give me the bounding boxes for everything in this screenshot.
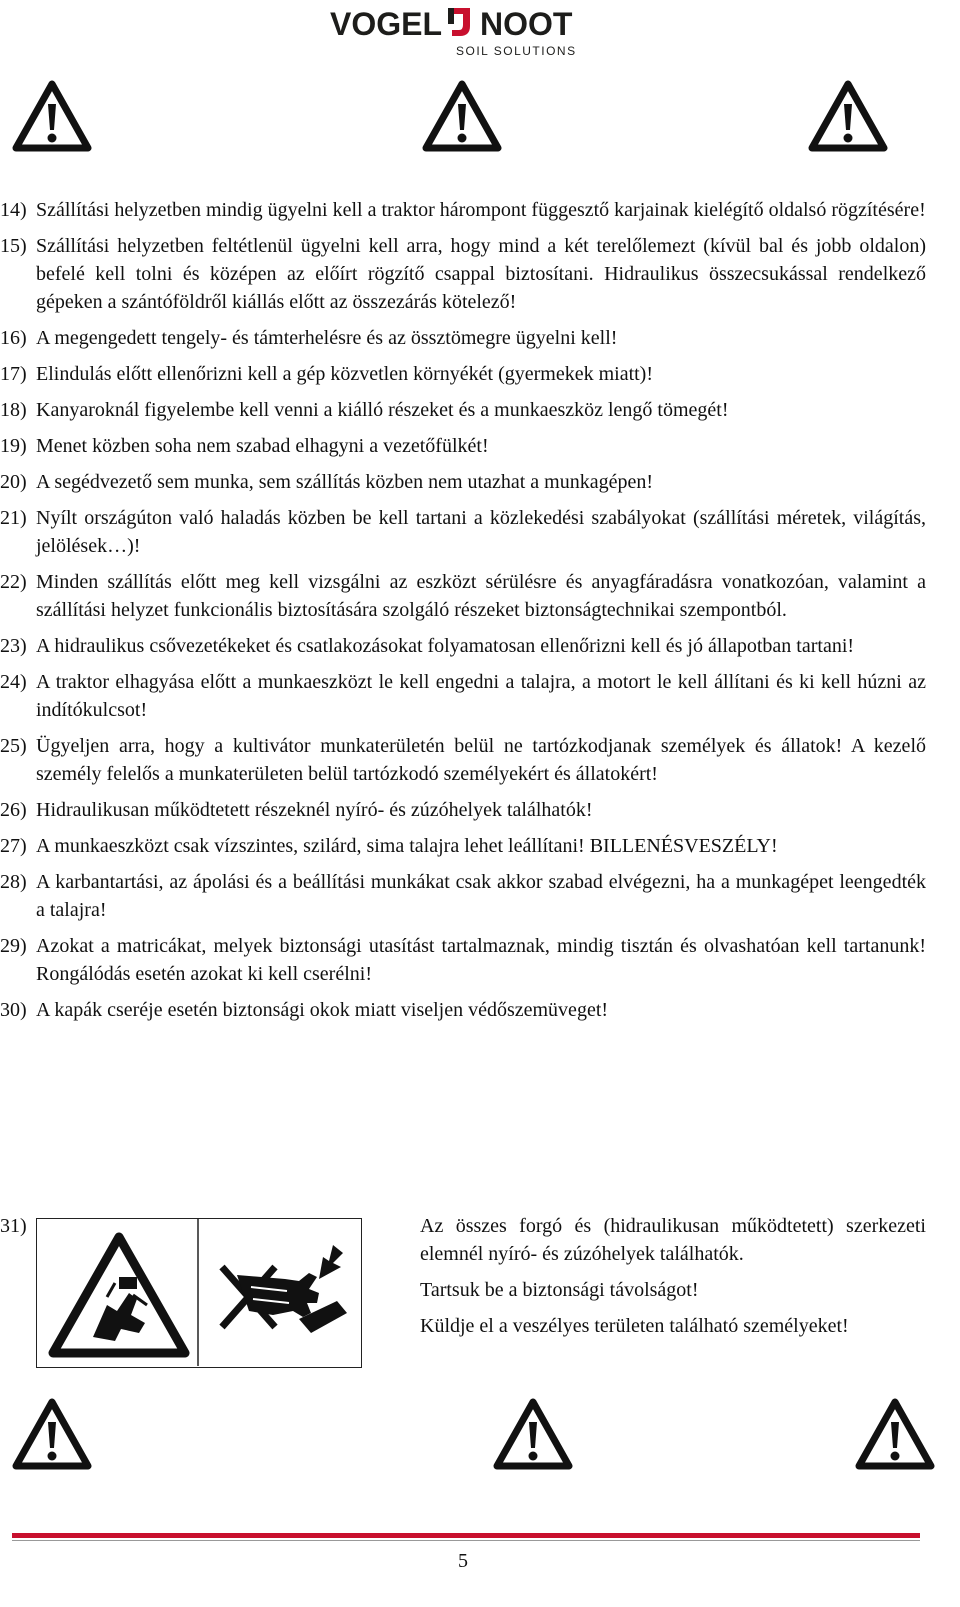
list-item — [0, 932, 926, 988]
list-item — [0, 324, 926, 352]
item-text: A megengedett tengely- és támterhelésre és az össztömegre ügyelni kell! — [36, 327, 618, 349]
item-number: 28) — [0, 871, 27, 893]
item-text: Szállítási helyzetben mindig ügyelni kell a traktor hárompont függesztő karjainak kielégítő oldalsó rögzítésére! — [36, 199, 926, 221]
item-number: 21) — [0, 507, 27, 529]
item-number: 31) — [0, 1215, 27, 1237]
item-number: 16) — [0, 327, 27, 349]
item-text: Elindulás előtt ellenőrizni kell a gép közvetlen környékét (gyermekek miatt)! — [36, 363, 654, 385]
list-item — [0, 868, 926, 924]
item-number: 23) — [0, 635, 27, 657]
list-item — [0, 632, 926, 660]
item-text: A hidraulikus csővezetékeket és csatlakozásokat folyamatosan ellenőrizni kell és jó állapotban tartani! — [36, 635, 855, 657]
list-item — [0, 796, 926, 824]
warning-triangle-icon — [493, 1398, 573, 1470]
safety-instructions-list — [0, 196, 926, 1032]
logo-mark-icon — [446, 6, 476, 38]
item-number: 18) — [0, 399, 27, 421]
item-number: 25) — [0, 735, 27, 757]
list-item — [0, 232, 926, 316]
footer-red-rule — [12, 1533, 920, 1538]
item-text: Hidraulikusan működtetett részeknél nyíró- és zúzóhelyek találhatók! — [36, 799, 593, 821]
logo-brand-left: VOGEL — [330, 6, 443, 42]
logo-brand-right: NOOT — [480, 6, 573, 42]
warning-triangle-icon — [808, 80, 888, 152]
item-text: Kanyaroknál figyelembe kell venni a kiálló részeket és a munkaeszköz lengő tömegét! — [36, 399, 729, 421]
item-number: 20) — [0, 471, 27, 493]
item-text: Minden szállítás előtt meg kell vizsgálni az eszközt sérülésre és anyagfáradásra vonatkozóan, valamint a szállítási helyzet funkcionális biztosítására szolgáló részeket biztonságtechnikai szempontból. — [36, 571, 926, 621]
hand-crush-warning-icon — [53, 1237, 185, 1353]
vogel-noot-logo — [330, 6, 610, 56]
item-text: A segédvezető sem munka, sem szállítás közben nem utazhat a munkagépen! — [36, 471, 654, 493]
list-item — [0, 732, 926, 788]
item-text: Azokat a matricákat, melyek biztonsági utasítást tartalmaznak, mindig tisztán és olvashatóan kell tartanunk! Rongálódás esetén azokat ki kell cserélni! — [36, 935, 926, 985]
item-number: 24) — [0, 671, 27, 693]
keep-hand-away-icon — [222, 1245, 347, 1333]
list-item — [0, 396, 926, 424]
warning-triangle-icon — [12, 80, 92, 152]
item-number: 30) — [0, 999, 27, 1021]
item-text: Menet közben soha nem szabad elhagyni a vezetőfülkét! — [36, 435, 489, 457]
item-31-paragraph: Küldje el a veszélyes területen található személyeket! — [420, 1315, 849, 1337]
item-text: A kapák cseréje esetén biztonsági okok miatt viseljen védőszemüveget! — [36, 999, 609, 1021]
item-31-text — [420, 1212, 926, 1348]
list-item — [0, 196, 926, 224]
warning-triangle-icon — [422, 80, 502, 152]
warning-triangle-icon — [12, 1398, 92, 1470]
list-item — [0, 432, 926, 460]
pictogram-drawing — [37, 1219, 360, 1366]
item-number: 19) — [0, 435, 27, 457]
footer-grey-rule — [12, 1540, 920, 1541]
item-text: Nyílt országúton való haladás közben be kell tartani a közlekedési szabályokat (szállítási méretek, világítás, jelölések…)! — [36, 507, 926, 557]
item-text: Szállítási helyzetben feltétlenül ügyelni kell arra, hogy mind a két terelőlemezt (kívül bal és jobb oldalon) befelé kell tolni és középen az előírt rögzítő csappal biztosítani. Hidraulikus összecsukással rendelkező gépeken a szántóföldről kiállás előtt az összezárás kötelező! — [36, 235, 926, 313]
list-item — [0, 668, 926, 724]
list-item — [0, 568, 926, 624]
list-item — [0, 360, 926, 388]
item-number: 14) — [0, 199, 27, 221]
item-31-paragraph: Az összes forgó és (hidraulikusan működtetett) szerkezeti elemnél nyíró- és zúzóhelyek találhatók. — [420, 1215, 926, 1265]
item-number: 27) — [0, 835, 27, 857]
list-item — [0, 504, 926, 560]
list-item — [0, 468, 926, 496]
item-text: A traktor elhagyása előtt a munkaeszközt le kell engedni a talajra, a motort le kell állítani és ki kell húzni az indítókulcsot! — [36, 671, 926, 721]
item-31-paragraph: Tartsuk be a biztonsági távolságot! — [420, 1279, 699, 1301]
list-item — [0, 832, 926, 860]
item-number: 29) — [0, 935, 27, 957]
logo-tagline: SOIL SOLUTIONS — [456, 44, 577, 58]
item-text: Ügyeljen arra, hogy a kultivátor munkaterületén belül ne tartózkodjanak személyek és állatok! A kezelő személy felelős a munkaterületen belül tartózkodó személyekért és állatokért! — [36, 735, 926, 785]
item-number: 22) — [0, 571, 27, 593]
item-number: 15) — [0, 235, 27, 257]
list-item — [0, 996, 926, 1024]
safety-pictogram — [36, 1218, 362, 1368]
item-text: A munkaeszközt csak vízszintes, szilárd, sima talajra lehet leállítani! BILLENÉSVESZÉLY! — [36, 835, 778, 857]
item-number: 17) — [0, 363, 27, 385]
warning-triangle-icon — [855, 1398, 935, 1470]
page-number: 5 — [458, 1550, 468, 1572]
item-text: A karbantartási, az ápolási és a beállítási munkákat csak akkor szabad elvégezni, ha a munkagépet leengedték a talajra! — [36, 871, 926, 921]
item-number: 26) — [0, 799, 27, 821]
list-item-31 — [0, 1212, 926, 1372]
